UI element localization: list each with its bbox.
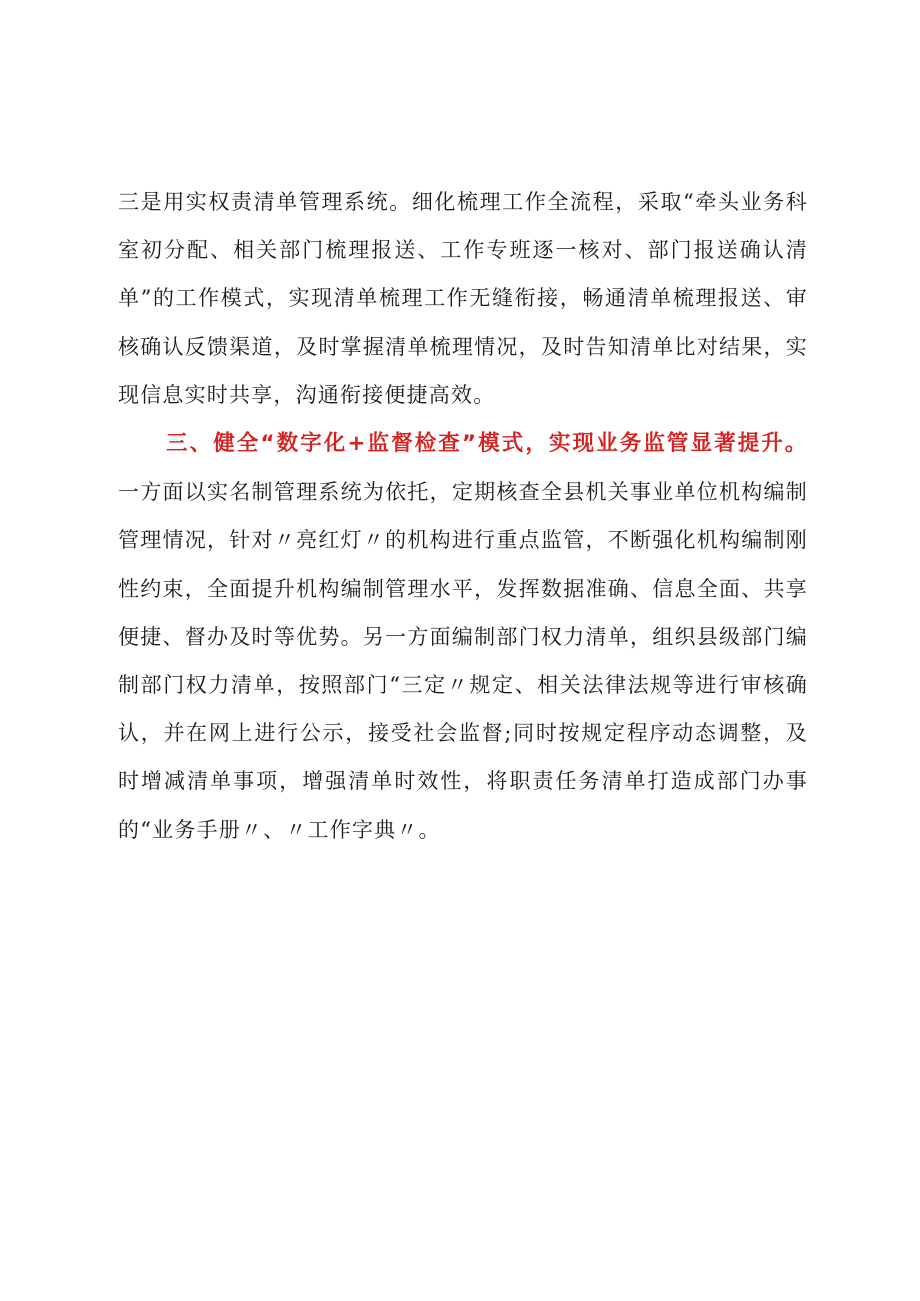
paragraph-section-three	[118, 419, 808, 854]
paragraph-system-management: 三是用实权责清单管理系统。细化梳理工作全流程，采取“牵头业务科室初分配、相关部门梳理报送、工作专班逐一核对、部门报送确认清单”的工作模式，实现清单梳理工作无缝衔接，畅通清单梳理报送、审核确认反馈渠道，及时掌握清单梳理情况，及时告知清单比对结果，实现信息实时共享，沟通衔接便捷高效。	[118, 190, 808, 407]
document-page	[118, 178, 808, 854]
section-three-heading: 三、健全“数字化+监督检查”模式，实现业务监管显著提升。	[166, 431, 808, 457]
section-three-body: 一方面以实名制管理系统为依托，定期核查全县机关事业单位机构编制管理情况，针对〃亮红灯〃的机构进行重点监管，不断强化机构编制刚性约束，全面提升机构编制管理水平，发挥数据准确、信息全面、共享便捷、督办及时等优势。另一方面编制部门权力清单，组织县级部门编制部门权力清单，按照部门“三定〃规定、相关法律法规等进行审核确认，并在网上进行公示，接受社会监督;同时按规定程序动态调整，及时增减清单事项，增强清单时效性，将职责任务清单打造成部门办事的“业务手册〃、〃工作字典〃。	[118, 480, 808, 842]
